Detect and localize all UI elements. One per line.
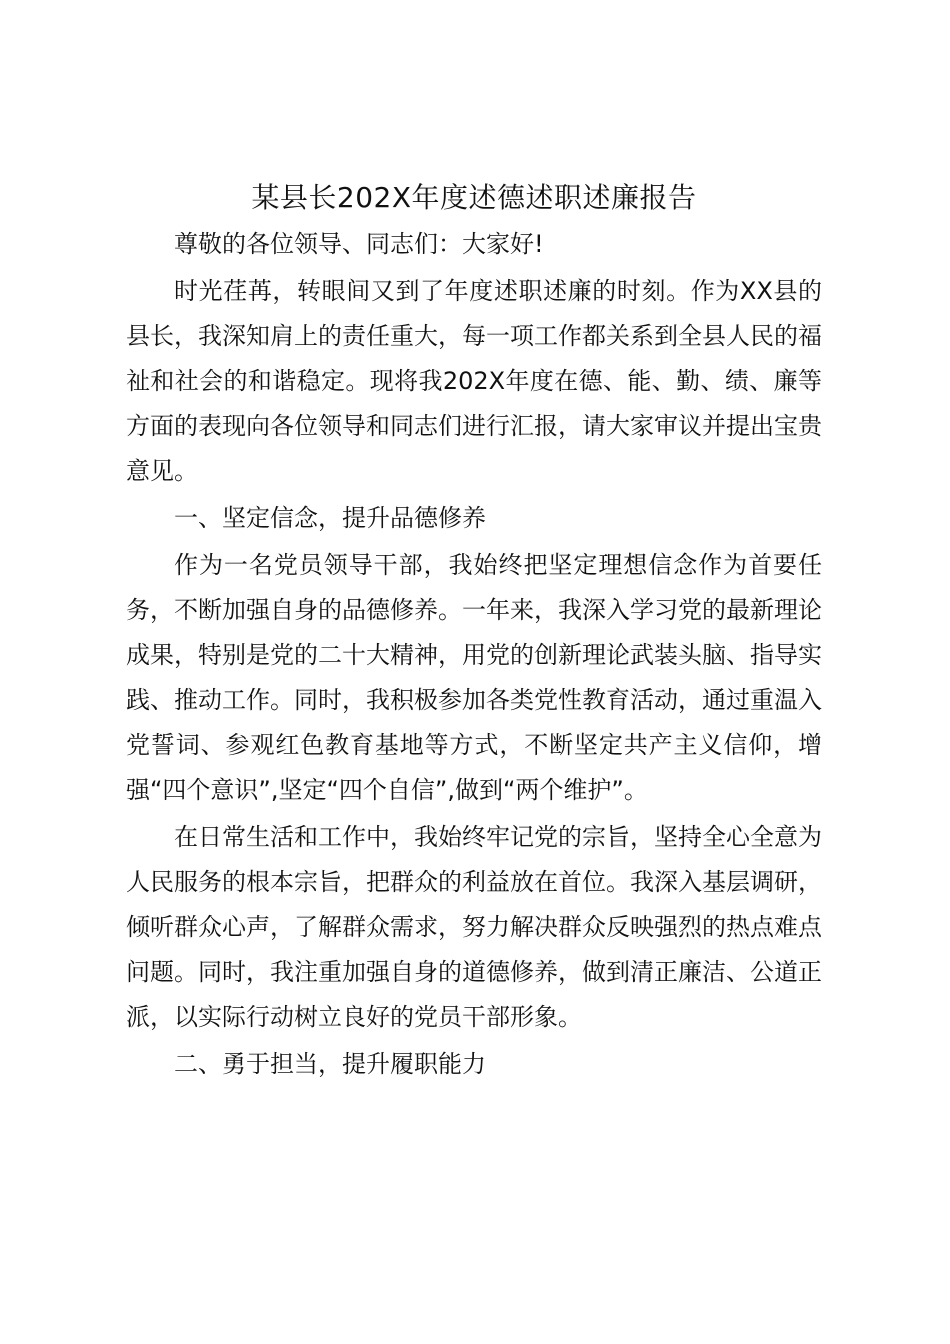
section-heading-2: 二、勇于担当，提升履职能力: [174, 1050, 486, 1078]
greeting-paragraph: 尊敬的各位领导、同志们：大家好!: [174, 230, 544, 258]
section-1-paragraph-2: 在日常生活和工作中，我始终牢记党的宗旨，坚持全心全意为人民服务的根本宗旨，把群众的利益放在首位。我深入基层调研，倾听群众心声，了解群众需求，努力解决群众反映强烈的热点难点问题。同时，我注重加强自身的道德修养，做到清正廉洁、公道正派，以实际行动树立良好的党员干部形象。: [126, 823, 822, 1031]
document-body: [126, 176, 822, 1087]
intro-paragraph: 时光荏苒，转眼间又到了年度述职述廉的时刻。作为XX县的县长，我深知肩上的责任重大，每一项工作都关系到全县人民的福祉和社会的和谐稳定。现将我202X年度在德、能、勤、绩、廉等方面的表现向各位领导和同志们进行汇报，请大家审议并提出宝贵意见。: [126, 277, 822, 485]
section-heading-1: 一、坚定信念，提升品德修养: [174, 504, 486, 532]
section-1-paragraph-1: 作为一名党员领导干部，我始终把坚定理想信念作为首要任务，不断加强自身的品德修养。一年来，我深入学习党的最新理论成果，特别是党的二十大精神，用党的创新理论武装头脑、指导实践、推动工作。同时，我积极参加各类党性教育活动，通过重温入党誓词、参观红色教育基地等方式，不断坚定共产主义信仰，增强“四个意识”,坚定“四个自信”,做到“两个维护”。: [126, 551, 822, 804]
document-title: 某县长202X年度述德述职述廉报告: [251, 181, 697, 214]
